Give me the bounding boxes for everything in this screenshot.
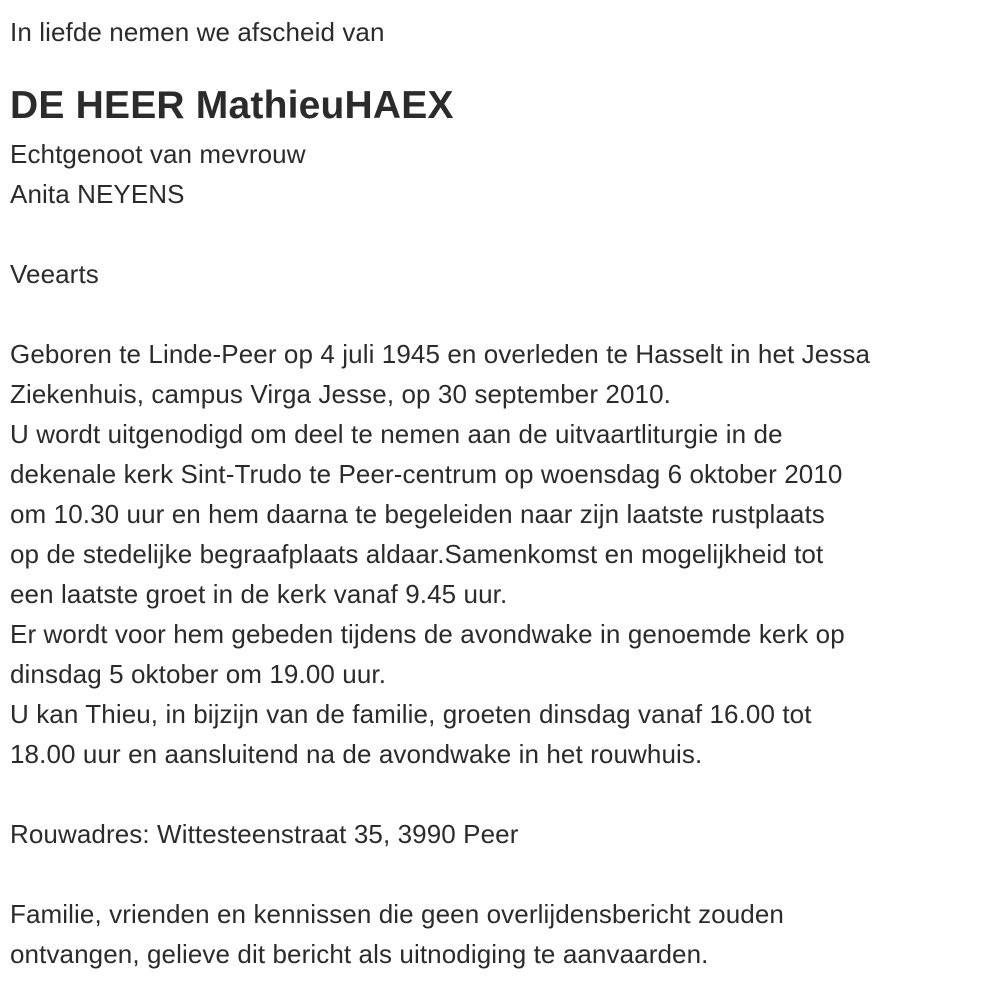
body-line: Geboren te Linde-Peer op 4 juli 1945 en overleden te Hasselt in het Jessa — [10, 339, 871, 369]
blank-line — [10, 854, 990, 894]
relation-label: Echtgenoot van mevrouw — [10, 139, 306, 169]
blank-line — [10, 294, 990, 334]
body-line: Ziekenhuis, campus Virga Jesse, op 30 september 2010. — [10, 379, 671, 409]
closing-line: ontvangen, gelieve dit bericht als uitnodiging te aanvaarden. — [10, 939, 709, 969]
body-line: U wordt uitgenodigd om deel te nemen aan de uitvaartliturgie in de — [10, 419, 783, 449]
body-line: 18.00 uur en aansluitend na de avondwake in het rouwhuis. — [10, 739, 703, 769]
deceased-name-title: DE HEER MathieuHAEX — [10, 84, 454, 127]
body-line: op de stedelijke begraafplaats aldaar.Samenkomst en mogelijkheid tot — [10, 539, 824, 569]
body-line: Er wordt voor hem gebeden tijdens de avondwake in genoemde kerk op — [10, 619, 845, 649]
blank-line — [10, 214, 990, 254]
body-line: om 10.30 uur en hem daarna te begeleiden naar zijn laatste rustplaats — [10, 499, 825, 529]
profession: Veearts — [10, 259, 99, 289]
body-line: een laatste groet in de kerk vanaf 9.45 uur. — [10, 579, 508, 609]
blank-line — [10, 774, 990, 814]
mourning-address: Rouwadres: Wittesteenstraat 35, 3990 Peer — [10, 819, 519, 849]
body-line: U kan Thieu, in bijzijn van de familie, groeten dinsdag vanaf 16.00 tot — [10, 699, 812, 729]
intro-line: In liefde nemen we afscheid van — [10, 17, 385, 47]
closing-line: Familie, vrienden en kennissen die geen overlijdensbericht zouden — [10, 899, 784, 929]
body-line: dinsdag 5 oktober om 19.00 uur. — [10, 659, 387, 689]
body-line: dekenale kerk Sint-Trudo te Peer-centrum op woensdag 6 oktober 2010 — [10, 459, 843, 489]
spouse-name: Anita NEYENS — [10, 179, 185, 209]
